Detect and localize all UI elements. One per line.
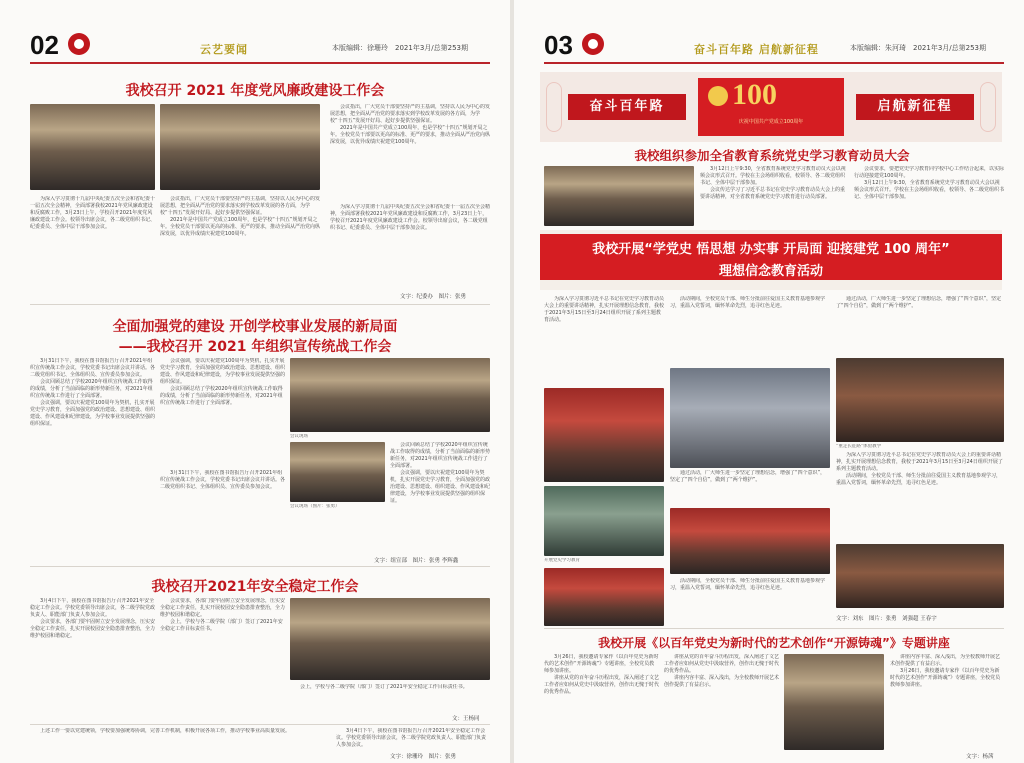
- banner-left-slogan: 奋斗百年路: [568, 94, 686, 120]
- photo-caption: “重走长征路”体验教学: [836, 444, 882, 449]
- article-body: 3月31日下午，我校在图书馆报告厅召开2021年组织宣传统战工作会议，学校党委书记出席会议并讲话。各二级党组织书记、全体组织员、宣传委员参加会议。 会议回顾总结了学校2020年组织宣传统战工作取得的成绩，分析了当前面临的新形势新任务，对2021年组织宣传统战工作进行了全面部署。 会议强调，要以庆祝建党100周年为契机，扎实开展党史学习教育，全面加强党的政治建设、思想建设、组织建设、作风建设和纪律建设，为学校事业发展提供坚强的组织保证。: [30, 358, 155, 427]
- section-title: 奋斗百年路 启航新征程: [694, 43, 819, 56]
- article-headline: 我校开展《以百年党史为新时代的艺术创作“开源铸魂”》专题讲座: [598, 636, 950, 650]
- article-body: 为深入学习贯彻习近平总书记在党史学习教育动员大会上的重要讲话精神，扎实开展理想信念教育，我校于2021年3月15日至3月24日组织开展了系列主题教育活动。 活动期间，全校党员干部、师生分批前往爱国主义教育基地参观学习，重温入党誓词，缅怀革命先烈，追寻红色足迹。: [836, 452, 1003, 486]
- article-headline: 全面加强党的建设 开创学校事业发展的新局面: [112, 319, 398, 335]
- page-header: [0, 0, 510, 62]
- article-body: 通过活动，广大师生进一步坚定了理想信念，增强了“四个意识”，坚定了“四个自信”，做到了“两个维护”。: [836, 296, 1002, 309]
- article-byline: 文字：刘东 图片：张勇 刘强超 王春宇: [836, 616, 937, 622]
- meeting-photo: [160, 104, 320, 190]
- header-rule: [30, 62, 490, 64]
- footer-text: 3月4日下午，我校在图书馆报告厅召开2021年安全稳定工作会议。学校党委领导出席会议，各二级学院党政负责人、职能部门负责人参加会议。: [336, 728, 487, 748]
- article-body: 会议指出，广大党员干部要坚持严的主基调，坚持以人民为中心的发展思想，把全面从严治党的要求落实到学校改革发展的各方面，为学校“十四五”发展开好局、起好步提供坚强保证。 2021年是中国共产党成立100周年，也是学校“十四五”规划开局之年。全校党员干部要以更高的标准、更严的要求，推动全面从严治党向纵深发展，以优异成绩庆祝建党100周年。: [160, 196, 320, 237]
- article-body: 活动期间，全校党员干部、师生分批前往爱国主义教育基地参观学习，重温入党誓词，缅怀革命先烈，追寻红色足迹。: [670, 296, 826, 309]
- divider: [30, 566, 490, 567]
- banner-centerpiece: [698, 78, 844, 136]
- meeting-photo: [290, 442, 385, 502]
- article-body: 3月12日上午9:30，全省教育系统党史学习教育动员大会以视频会议形式召开。学校在主会场组织收看，校领导、各二级党组织书记、全体中层干部参加。 会议传达学习了习近平总书记在党史学习教育动员大会上的重要讲话精神，对全省教育系统党史学习教育进行动员部署。: [700, 166, 846, 200]
- page-number: 03: [544, 30, 573, 60]
- article-byline: 文字：杨茜: [966, 754, 994, 760]
- activity-photo: [544, 486, 664, 556]
- decorative-cloud-icon: [980, 82, 996, 132]
- meeting-photo: [290, 598, 490, 680]
- meeting-photo: [544, 166, 694, 226]
- article-body: 为深入学习贯彻习近平总书记在党史学习教育动员大会上的重要讲话精神，扎实开展理想信念教育，我校于2021年3月15日至3月24日组织开展了系列主题教育活动。: [544, 296, 664, 323]
- article-body: 讲座从党的百年奋斗历程出发，深入阐述了文艺工作者应如何从党史中汲取营养，创作出无愧于时代的优秀作品。 讲座内容丰富、深入浅出，为全校教师开展艺术创作提供了有益启示。: [664, 654, 779, 688]
- activity-photo: [670, 508, 830, 574]
- divider: [30, 304, 490, 305]
- article-body: 通过活动，广大师生进一步坚定了理想信念，增强了“四个意识”，坚定了“四个自信”，做到了“两个维护”。: [670, 470, 826, 483]
- activity-photo: [544, 388, 664, 482]
- band-subtitle: 理想信念教育活动: [718, 264, 823, 279]
- band-title: 我校开展“学党史 悟思想 办实事 开局面 迎接建党 100 周年”: [592, 242, 950, 257]
- article-headline: 我校召开2021年安全稳定工作会: [151, 579, 359, 595]
- article-body: 为深入学习贯彻十九届中央纪委五次全会和省纪委十一届五次全会精神，全面部署我校2021年党风廉政建设和反腐败工作，3月23日上午，学校召开2021年度党风廉政建设工作会。校领导出席会议，各二级党组织书记、纪委委员、全体中层干部参加会议。: [330, 204, 490, 231]
- photo-caption: 会议现场（图片：张勇）: [290, 504, 340, 509]
- banner-right-slogan: 启航新征程: [856, 94, 974, 120]
- article-body: 为深入学习贯彻十九届中央纪委五次全会和省纪委十一届五次全会精神，全面部署我校2021年党风廉政建设和反腐败工作，3月23日上午，学校召开2021年度党风廉政建设工作会。校领导出席会议，各二级党组织书记、纪委委员、全体中层干部参加会议。: [30, 196, 155, 230]
- article-byline: 文字：组宣部 图片：张勇 李辉鑫: [374, 558, 459, 564]
- page-03: [514, 0, 1024, 763]
- divider: [544, 628, 1004, 629]
- party-emblem-icon: [708, 86, 728, 106]
- page-02: [0, 0, 510, 763]
- article-body: 会议强调，要以庆祝建党100周年为契机，扎实开展党史学习教育，全面加强党的政治建设、思想建设、组织建设、作风建设和纪律建设，为学校事业发展提供坚强的组织保证。 会议回顾总结了学校2020年组织宣传统战工作取得的成绩，分析了当前面临的新形势新任务，对2021年组织宣传统战工作进行了全面部署。: [160, 358, 285, 406]
- activity-photo: [670, 368, 830, 468]
- footer-byline: 文字：徐珊玲 图片：张勇: [390, 754, 457, 760]
- photo-caption: 开展党史学习教育: [544, 558, 580, 563]
- header-rule: [544, 62, 1004, 64]
- article-body: 活动期间，全校党员干部、师生分批前往爱国主义教育基地参观学习，重温入党誓词，缅怀革命先烈，追寻红色足迹。: [670, 578, 826, 591]
- article-body: 3月26日，我校邀请专家作《以百年党史为新时代的艺术创作“开源铸魂”》专题讲座，全校党员教师参加讲座。 讲座从党的百年奋斗历程出发，深入阐述了文艺工作者应如何从党史中汲取营养，创作出无愧于时代的优秀作品。: [544, 654, 659, 695]
- page-header: [514, 0, 1024, 62]
- article-byline: 文：王杨同: [452, 716, 480, 722]
- issue-meta: 本版编辑：朱河琦 2021年3月/总第253期: [850, 44, 986, 52]
- article-headline: 我校召开 2021 年度党风廉政建设工作会: [125, 83, 385, 99]
- article-body: 3月31日下午，我校在图书馆报告厅召开2021年组织宣传统战工作会议，学校党委书记出席会议并讲话。各二级党组织书记、全体组织员、宣传委员参加会议。: [160, 470, 285, 490]
- activity-photo: [836, 544, 1004, 608]
- meeting-photo: [290, 358, 490, 432]
- centennial-banner: [540, 72, 1002, 142]
- article-body: 讲座内容丰富、深入浅出，为全校教师开展艺术创作提供了有益启示。 3月26日，我校邀请专家作《以百年党史为新时代的艺术创作“开源铸魂”》专题讲座，全校党员教师参加讲座。: [890, 654, 1001, 688]
- activity-photo: [836, 358, 1004, 442]
- article-headline: 我校组织参加全省教育系统党史学习教育动员大会: [634, 148, 910, 163]
- school-logo-icon: [68, 33, 90, 55]
- article-body: 3月4日下午，我校在图书馆报告厅召开2021年安全稳定工作会议。学校党委领导出席会议，各二级学院党政负责人、职能部门负责人参加会议。 会议要求，各部门要牢固树立安全发展理念，压实安全稳定工作责任，扎实开展校园安全隐患排查整治，全力维护校园和谐稳定。: [30, 598, 155, 639]
- decorative-cloud-icon: [546, 82, 562, 132]
- article-body: 会议指出，广大党员干部要坚持严的主基调，坚持以人民为中心的发展思想，把全面从严治党的要求落实到学校改革发展的各方面，为学校“十四五”发展开好局、起好步提供坚强保证。 2021年是中国共产党成立100周年，也是学校“十四五”规划开局之年。全校党员干部要以更高的标准、更严的要求，推动全面从严治党向纵深发展，以优异成绩庆祝建党100周年。: [330, 104, 490, 145]
- divider: [30, 724, 490, 725]
- meeting-photo: [30, 104, 155, 190]
- page-number: 02: [30, 30, 59, 60]
- article-body: 会议要求，要把党史学习教育同学校中心工作结合起来，以实际行动迎接建党100周年。 3月12日上午9:30，全省教育系统党史学习教育动员大会以视频会议形式召开。学校在主会场组织收看，校领导、各二级党组织书记、全体中层干部参加。: [854, 166, 1004, 200]
- banner-number: 100: [732, 78, 777, 111]
- lecture-photo: [784, 654, 884, 750]
- photo-caption: 会议现场: [290, 434, 308, 439]
- article-body: 会上，学校与各二级学院（部门）签订了2021年安全稳定工作目标责任书。: [300, 684, 468, 690]
- section-title: 云艺要闻: [200, 43, 248, 56]
- banner-subtitle: 庆祝中国共产党成立100周年: [738, 119, 804, 125]
- activity-photo: [544, 568, 664, 626]
- article-byline: 文字：纪委办 图片：张勇: [400, 294, 467, 300]
- article-body: 会议回顾总结了学校2020年组织宣传统战工作取得的成绩，分析了当前面临的新形势新任务，对2021年组织宣传统战工作进行了全面部署。 会议强调，要以庆祝建党100周年为契机，扎实开展党史学习教育，全面加强党的政治建设、思想建设、组织建设、作风建设和纪律建设，为学校事业发展提供坚强的组织保证。: [390, 442, 490, 504]
- footer-text: 上述工作一要以党建统领，学校要加强统筹协调，完善工作机制，积极开展各项工作，推动学校事业高质量发展。: [40, 728, 291, 734]
- theme-band: [540, 234, 1002, 280]
- issue-meta: 本版编辑：徐珊玲 2021年3月/总第253期: [332, 44, 468, 52]
- article-body: 会议要求，各部门要牢固树立安全发展理念，压实安全稳定工作责任，扎实开展校园安全隐患排查整治，全力维护校园和谐稳定。 会上，学校与各二级学院（部门）签订了2021年安全稳定工作目标责任书。: [160, 598, 285, 632]
- article-subheadline: ——我校召开 2021 年组织宣传统战工作会: [118, 339, 392, 355]
- school-logo-icon: [582, 33, 604, 55]
